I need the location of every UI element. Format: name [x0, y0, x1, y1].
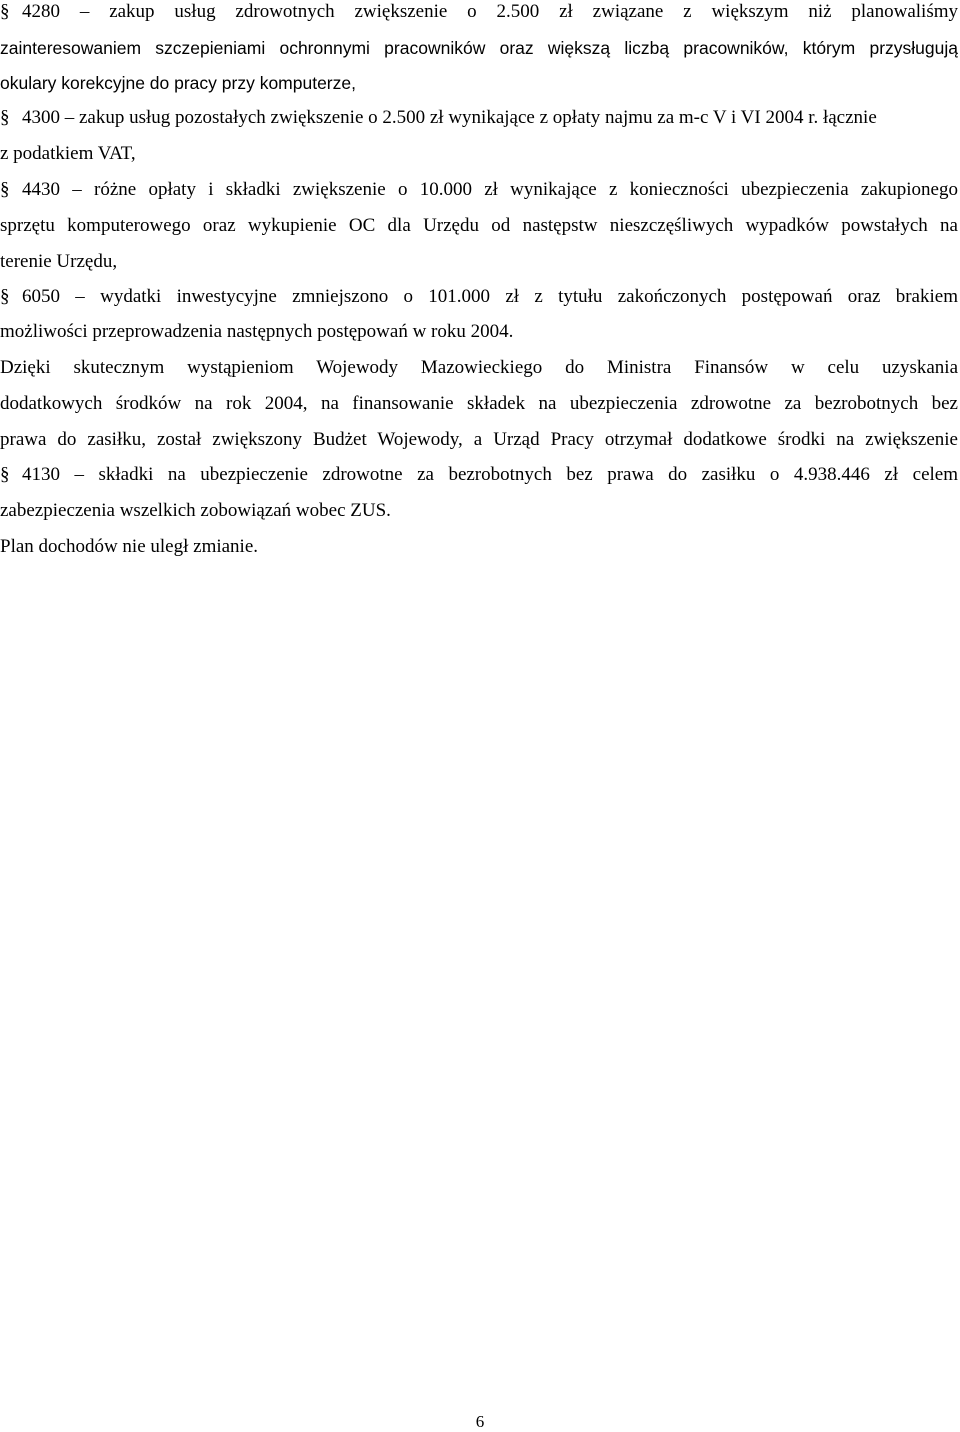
item-6050-line-1: § 6050 – wydatki inwestycyjne zmniejszono o 101.000 zł z tytułu zakończonych postępowań oraz brakiem: [0, 286, 958, 307]
item-4430-line-3: terenie Urzędu,: [0, 251, 118, 272]
item-4430-line-1: § 4430 – różne opłaty i składki zwiększenie o 10.000 zł wynikające z konieczności ubezpieczenia zakupionego: [0, 179, 958, 200]
paragraph-line-2: dodatkowych środków na rok 2004, na finansowanie składek na ubezpieczenia zdrowotne za bezrobotnych bez: [0, 393, 958, 414]
item-4300-line-1: § 4300 – zakup usług pozostałych zwiększenie o 2.500 zł wynikające z opłaty najmu za m-c V i VI 2004 r. łącznie: [0, 107, 877, 128]
section-bullet-icon: §: [0, 107, 10, 128]
section-bullet-icon: §: [0, 286, 10, 307]
item-4280-line-1: § 4280 – zakup usług zdrowotnych zwiększenie o 2.500 zł związane z większym niż planowaliśmy: [0, 1, 958, 22]
paragraph-line-1: Dzięki skutecznym wystąpieniom Wojewody Mazowieckiego do Ministra Finansów w celu uzyskania: [0, 357, 958, 378]
paragraph-line-3: prawa do zasiłku, został zwiększony Budżet Wojewody, a Urząd Pracy otrzymał dodatkowe środki na zwiększenie: [0, 429, 958, 450]
section-bullet-icon: §: [0, 464, 10, 485]
item-4280-line-2: zainteresowaniem szczepieniami ochronnymi pracowników oraz większą liczbą pracowników, którym przysługują: [0, 38, 958, 58]
item-4300-line-2: z podatkiem VAT,: [0, 143, 136, 164]
item-4130-line-1: § 4130 – składki na ubezpieczenie zdrowotne za bezrobotnych bez prawa do zasiłku o 4.938.446 zł celem: [0, 464, 958, 485]
item-4430-line-2: sprzętu komputerowego oraz wykupienie OC dla Urzędu od następstw nieszczęśliwych wypadków powstałych na: [0, 215, 958, 236]
item-6050-line-2: możliwości przeprowadzenia następnych postępowań w roku 2004.: [0, 321, 514, 342]
section-bullet-icon: §: [0, 1, 10, 22]
section-bullet-icon: §: [0, 179, 10, 200]
page-number: 6: [475, 1412, 485, 1431]
item-4130-line-2: zabezpieczenia wszelkich zobowiązań wobec ZUS.: [0, 500, 391, 521]
item-4280-line-3: okulary korekcyjne do pracy przy komputerze,: [0, 73, 356, 93]
closing-sentence: Plan dochodów nie uległ zmianie.: [0, 536, 259, 557]
